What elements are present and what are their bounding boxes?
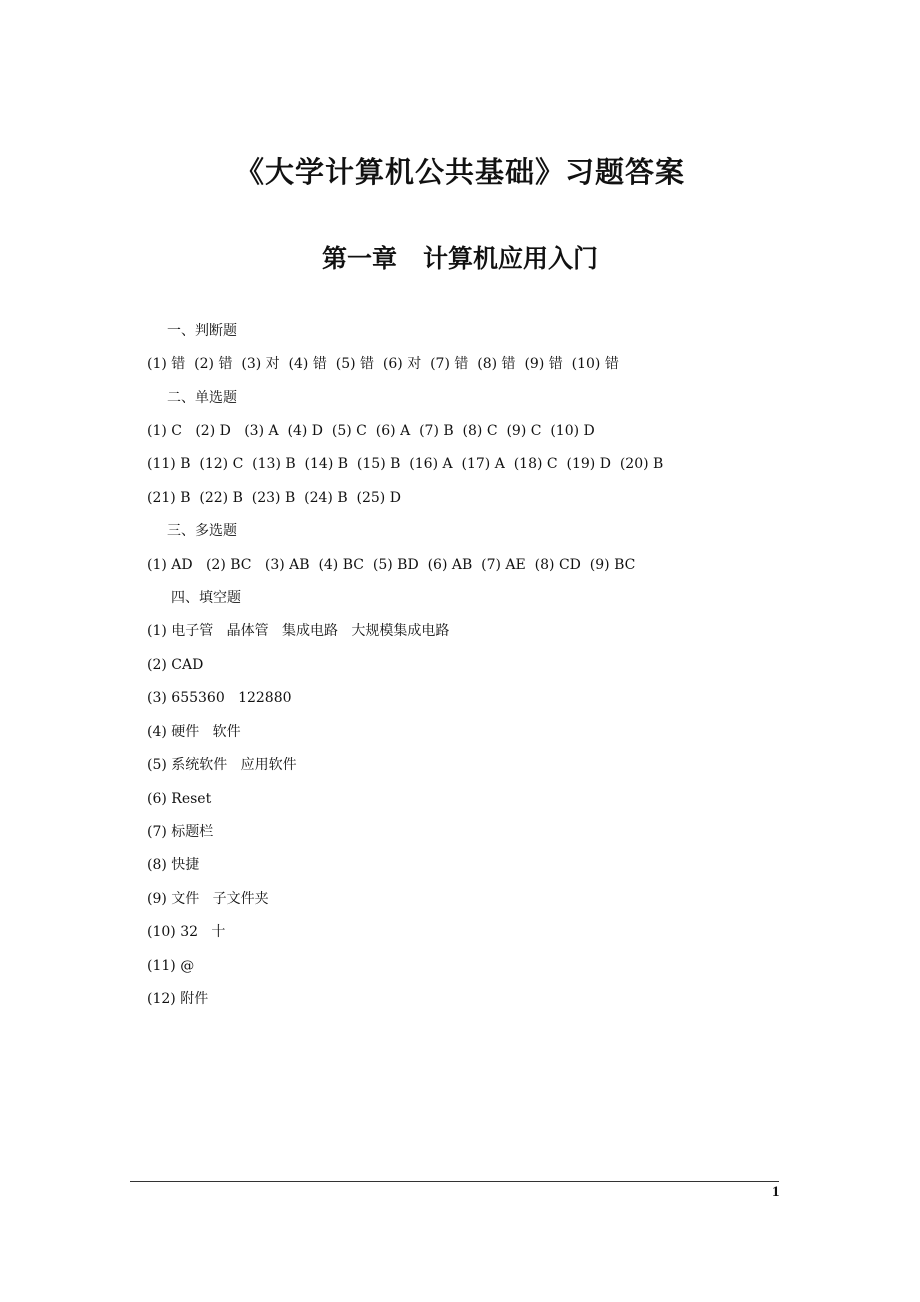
answer-line: (5) 系统软件 应用软件 xyxy=(147,757,297,773)
chapter-heading: 第一章 计算机应用入门 xyxy=(321,244,599,273)
answer-line: (12) 附件 xyxy=(147,991,209,1007)
answer-line: (21) B (22) B (23) B (24) B (25) D xyxy=(147,490,401,506)
section-heading-true-false: 一、判断题 xyxy=(167,323,237,339)
answer-line: (9) 文件 子文件夹 xyxy=(147,891,269,907)
page-number: 1 xyxy=(772,1184,780,1200)
answer-line: (1) C (2) D (3) A (4) D (5) C (6) A (7) B (8) C (9) C (10) D xyxy=(147,423,595,439)
answer-line: (1) AD (2) BC (3) AB (4) BC (5) BD (6) AB (7) AE (8) CD (9) BC xyxy=(147,557,636,573)
section-heading-multiple-choice: 三、多选题 xyxy=(167,523,237,539)
answer-line: (10) 32 十 xyxy=(147,924,226,940)
section-heading-fill-in: 四、填空题 xyxy=(171,590,241,606)
answer-line: (1) 错 (2) 错 (3) 对 (4) 错 (5) 错 (6) 对 (7) 错 (8) 错 (9) 错 (10) 错 xyxy=(147,356,619,372)
answer-line: (11) @ xyxy=(147,958,195,974)
answer-line: (8) 快捷 xyxy=(147,857,200,873)
answer-line: (7) 标题栏 xyxy=(147,824,214,840)
footer-rule xyxy=(130,1181,779,1182)
answer-line: (2) CAD xyxy=(147,657,204,673)
section-heading-single-choice: 二、单选题 xyxy=(167,390,237,406)
document-title: 《大学计算机公共基础》习题答案 xyxy=(234,155,685,189)
answer-line: (3) 655360 122880 xyxy=(147,690,292,706)
answer-line: (1) 电子管 晶体管 集成电路 大规模集成电路 xyxy=(147,623,450,639)
answer-line: (11) B (12) C (13) B (14) B (15) B (16) A (17) A (18) C (19) D (20) B xyxy=(147,456,664,472)
answer-line: (4) 硬件 软件 xyxy=(147,724,241,740)
answer-line: (6) Reset xyxy=(147,791,212,807)
